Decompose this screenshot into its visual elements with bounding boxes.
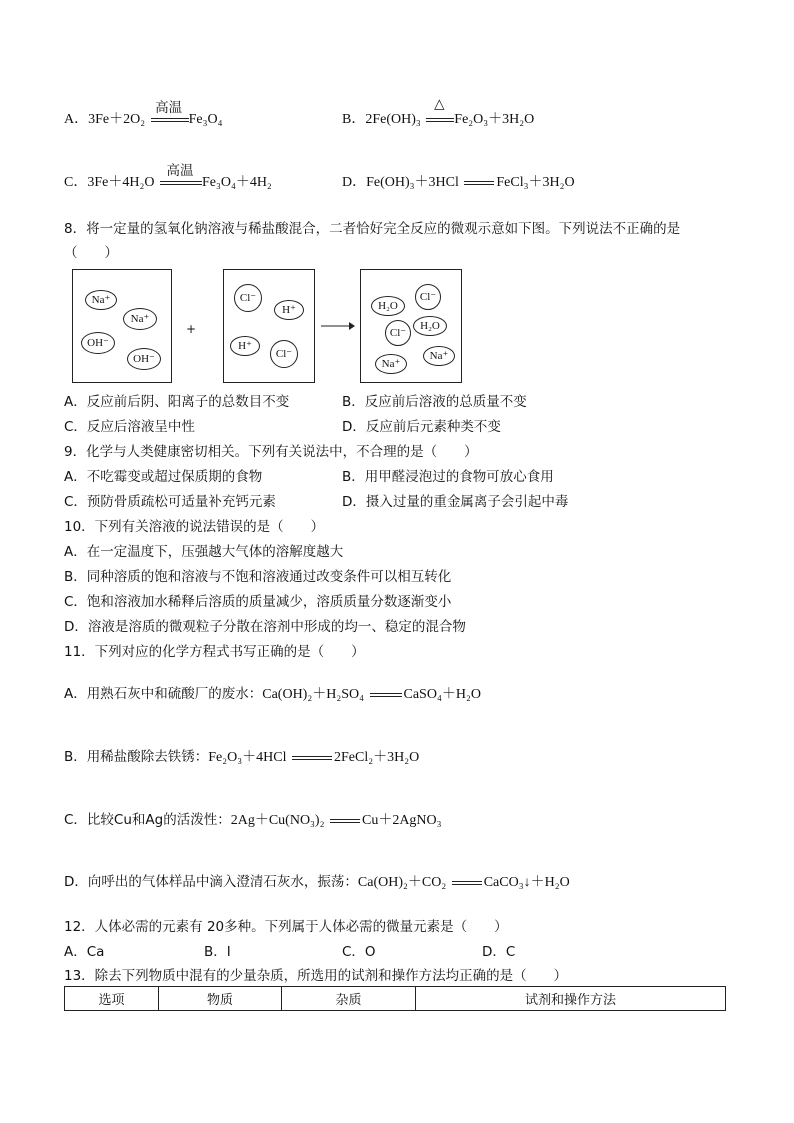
ion-na: Na⁺ (123, 308, 157, 330)
q12-option-c: C．O (342, 944, 376, 960)
reaction-condition: 高温 (155, 99, 183, 116)
q10-option-d: D．溶液是溶质的微观粒子分散在溶剂中形成的均一、稳定的混合物 (64, 619, 466, 635)
q9-option-b: B．用甲醛浸泡过的食物可放心食用 (342, 469, 554, 485)
reaction-arrow (321, 320, 355, 332)
q11-stem: 11．下列对应的化学方程式书写正确的是（ ） (64, 644, 365, 660)
q10-stem: 10．下列有关溶液的说法错误的是（ ） (64, 519, 325, 535)
q11-option-b: B．用稀盐酸除去铁锈：Fe₂O₃＋4HCl 2FeCl₂＋3H₂O (64, 749, 420, 765)
plus-sign: + (186, 322, 197, 336)
header-method: 试剂和操作方法 (416, 987, 726, 1011)
header-substance: 物质 (159, 987, 282, 1011)
q11-option-d: D．向呼出的气体样品中滴入澄清石灰水，振荡：Ca(OH)₂＋CO₂ CaCO₃↓＋H₂O (64, 874, 570, 890)
q7-option-d: D．Fe(OH)₃＋3HCl FeCl₃＋3H₂O (342, 175, 575, 190)
q8-option-d: D．反应前后元素种类不变 (342, 419, 501, 435)
ion-oh: OH⁻ (81, 332, 115, 354)
header-option: 选项 (65, 987, 159, 1011)
q8-option-a: A．反应前后阴、阳离子的总数目不变 (64, 394, 290, 410)
ion-cl: Cl⁻ (270, 340, 298, 368)
ion-na: Na⁺ (423, 346, 455, 366)
q13-stem: 13．除去下列物质中混有的少量杂质，所选用的试剂和操作方法均正确的是（ ） (64, 968, 568, 984)
box-products (360, 269, 462, 383)
q8-answer-blank: （ ） (64, 245, 118, 261)
ion-h: H⁺ (230, 336, 260, 356)
q8-option-c: C．反应后溶液呈中性 (64, 419, 195, 435)
q13-table (64, 986, 726, 1011)
q11-option-c: C．比较Cu和Ag的活泼性：2Ag＋Cu(NO₃)₂ Cu＋2AgNO₃ (64, 812, 442, 828)
q7-option-b: B．2Fe(OH)₃ △ Fe₂O₃＋3H₂O (342, 95, 535, 127)
q7-option-c: C．3Fe＋4H₂O 高温 Fe₃O₄＋4H₂ (64, 171, 272, 191)
q10-option-b: B．同种溶质的饱和溶液与不饱和溶液通过改变条件可以相互转化 (64, 569, 452, 585)
q8-stem: 8．将一定量的氢氧化钠溶液与稀盐酸混合，二者恰好完全反应的微观示意如下图。下列说法不正确的是 (64, 221, 681, 237)
header-impurity: 杂质 (282, 987, 416, 1011)
ion-oh: OH⁻ (127, 348, 161, 370)
q9-option-a: A．不吃霉变或超过保质期的食物 (64, 469, 263, 485)
q10-option-c: C．饱和溶液加水稀释后溶质的质量减少，溶质质量分数逐渐变小 (64, 594, 452, 610)
q9-stem: 9．化学与人类健康密切相关。下列有关说法中，不合理的是（ ） (64, 444, 478, 460)
ion-cl: Cl⁻ (415, 284, 441, 310)
ion-na: Na⁺ (85, 290, 117, 310)
q12-option-a: A．Ca (64, 944, 105, 960)
q8-option-b: B．反应前后溶液的总质量不变 (342, 394, 527, 410)
q12-option-d: D．C (482, 944, 516, 960)
box-naoh (72, 269, 172, 383)
table-header-row (65, 987, 726, 1011)
q9-option-d: D．摄入过量的重金属离子会引起中毒 (342, 494, 569, 510)
q7-option-a: A．3Fe＋2O₂ 高温 Fe₃O₄ (64, 108, 223, 128)
q12-option-b: B．I (204, 944, 231, 960)
ion-h: H⁺ (274, 300, 304, 320)
q11-option-a: A．用熟石灰中和硫酸厂的废水：Ca(OH)₂＋H₂SO₄ CaSO₄＋H₂O (64, 686, 481, 702)
box-hcl (223, 269, 315, 383)
molecule-h2o: H₂O (371, 296, 405, 316)
q9-option-c: C．预防骨质疏松可适量补充钙元素 (64, 494, 276, 510)
q12-stem: 12．人体必需的元素有 20多种。下列属于人体必需的微量元素是（ ） (64, 919, 508, 935)
ion-na: Na⁺ (375, 354, 407, 374)
reaction-condition: △ (434, 95, 445, 112)
molecule-h2o: H₂O (413, 316, 447, 336)
q10-option-a: A．在一定温度下，压强越大气体的溶解度越大 (64, 544, 344, 560)
ion-cl: Cl⁻ (234, 284, 262, 312)
reaction-condition: 高温 (166, 162, 194, 179)
ion-cl: Cl⁻ (385, 320, 411, 346)
